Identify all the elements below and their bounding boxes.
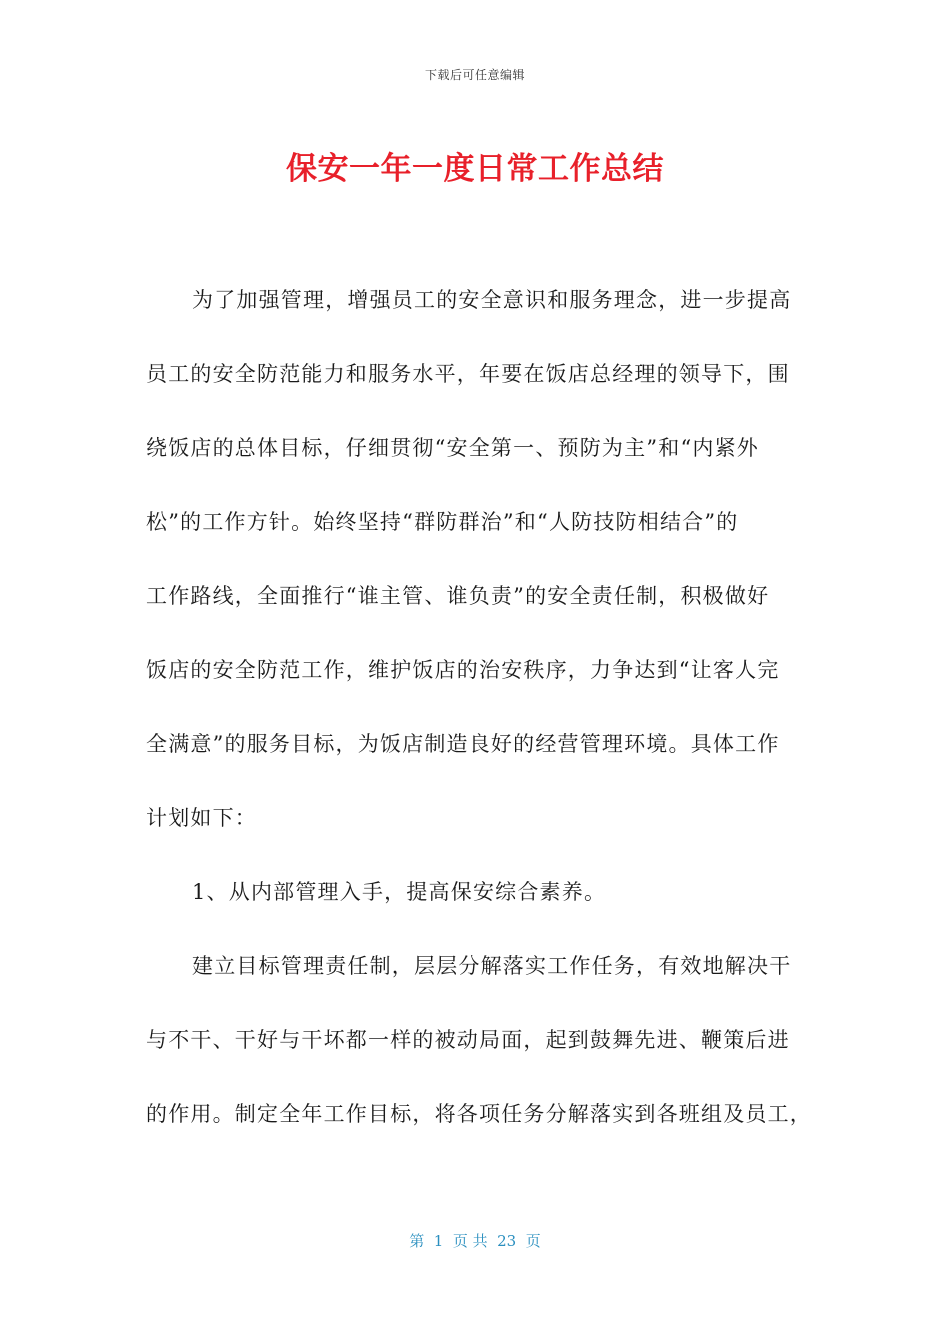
paragraph-line: 建立目标管理责任制，层层分解落实工作任务，有效地解决干 [192,954,792,978]
page-number-footer: 第 1 页 共 23 页 [409,1232,541,1250]
paragraph-line: 为了加强管理，增强员工的安全意识和服务理念，进一步提高 [192,288,792,312]
paragraph-line: 松”的工作方针。始终坚持“群防群治”和“人防技防相结合”的 [146,510,739,534]
paragraph-line: 饭店的安全防范工作，维护饭店的治安秩序，力争达到“让客人完 [146,658,780,682]
paragraph-line: 工作路线，全面推行“谁主管、谁负责”的安全责任制，积极做好 [146,584,770,608]
paragraph-line: 的作用。制定全年工作目标，将各项任务分解落实到各班组及员工， [146,1102,812,1126]
document-title: 保安一年一度日常工作总结 [286,151,664,187]
paragraph-line: 员工的安全防范能力和服务水平，年要在饭店总经理的领导下，围 [146,362,790,386]
paragraph-line: 绕饭店的总体目标，仔细贯彻“安全第一、预防为主”和“内紧外 [146,436,760,460]
section-heading: 1、从内部管理入手，提高保安综合素养。 [192,880,607,904]
header-note: 下载后可任意编辑 [424,68,525,82]
document-body [146,280,812,1168]
paragraph-line: 计划如下： [146,806,257,830]
paragraph-line: 与不干、干好与干坏都一样的被动局面，起到鼓舞先进、鞭策后进 [146,1028,790,1052]
paragraph-line: 全满意”的服务目标，为饭店制造良好的经营管理环境。具体工作 [146,732,780,756]
